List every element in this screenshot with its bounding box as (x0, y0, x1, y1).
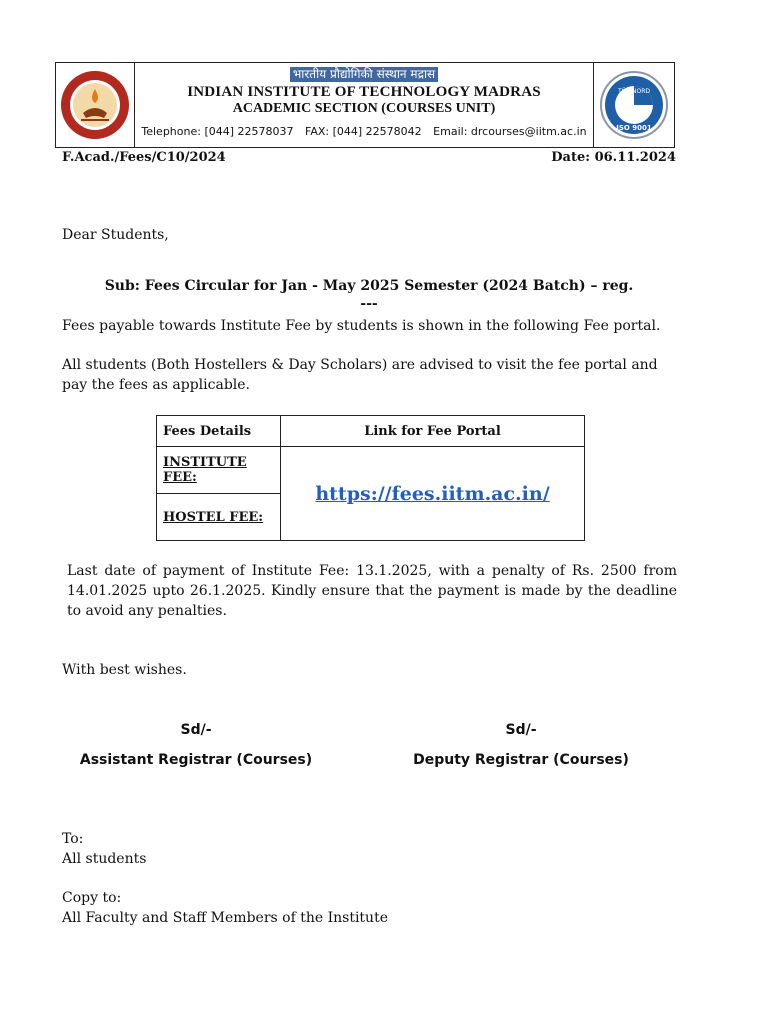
intro-paragraph: Fees payable towards Institute Fee by students is shown in the following Fee portal. (62, 318, 661, 334)
left-sd: Sd/- (180, 722, 212, 738)
assistant-registrar-signature (62, 722, 330, 768)
to-block (62, 829, 676, 869)
col-fee-portal: Link for Fee Portal (281, 416, 585, 447)
letterhead (55, 62, 675, 148)
copy-block (62, 888, 676, 928)
to-value: All students (62, 851, 147, 867)
hostel-fee-label: HOSTEL FEE: (157, 494, 281, 541)
fees-table (156, 415, 585, 541)
to-label: To: (62, 831, 84, 847)
reference-number: F.Acad./Fees/C10/2024 (62, 150, 226, 165)
table-row (157, 447, 585, 494)
closing: With best wishes. (62, 662, 187, 678)
institute-fee-label: INSTITUTE FEE: (157, 447, 281, 494)
iso-logo-bottom-text: ISO 9001 (616, 124, 652, 132)
subject-separator: --- (360, 296, 378, 312)
right-sd: Sd/- (505, 722, 537, 738)
col-fees-details: Fees Details (157, 416, 281, 447)
copy-label: Copy to: (62, 890, 122, 906)
fee-portal-link[interactable]: https://fees.iitm.ac.in/ (315, 482, 550, 505)
advice-paragraph: All students (Both Hostellers & Day Scholars) are advised to visit the fee portal and pay the fees as applicable. (62, 357, 658, 393)
salutation: Dear Students, (62, 227, 169, 243)
subject-line: Sub: Fees Circular for Jan - May 2025 Semester (2024 Batch) – reg. (104, 278, 634, 294)
logo-cell (56, 63, 135, 147)
section-name: ACADEMIC SECTION (COURSES UNIT) (232, 101, 496, 116)
fee-portal-cell (281, 447, 585, 541)
reference-line (62, 150, 676, 165)
assistant-registrar-title: Assistant Registrar (Courses) (79, 752, 313, 768)
fax: FAX: [044] 22578042 (305, 125, 422, 138)
copy-value: All Faculty and Staff Members of the Institute (62, 910, 388, 926)
email[interactable]: Email: drcourses@iitm.ac.in (433, 125, 587, 138)
letterhead-text (135, 63, 593, 147)
iso-certification-logo-icon (599, 70, 669, 140)
subject-block (62, 277, 676, 313)
contact-line (135, 125, 593, 138)
iso-logo-top-text: TÜV NORD (617, 88, 651, 95)
deputy-registrar-signature (404, 722, 638, 768)
institute-name: INDIAN INSTITUTE OF TECHNOLOGY MADRAS (187, 84, 541, 100)
iit-madras-logo-icon (59, 69, 131, 141)
table-header-row (157, 416, 585, 447)
deputy-registrar-title: Deputy Registrar (Courses) (413, 752, 629, 768)
hindi-institute-name: भारतीय प्रौद्योगिकी संस्थान मद्रास (290, 67, 438, 82)
circular-date: Date: 06.11.2024 (551, 150, 676, 165)
deadline-paragraph: Last date of payment of Institute Fee: 13.1.2025, with a penalty of Rs. 2500 from 14.01.2025 upto 26.1.2025. Kindly ensure that the payment is made by the deadline to avoid any penalties. (67, 563, 677, 619)
iso-cell (593, 63, 674, 147)
telephone: Telephone: [044] 22578037 (141, 125, 294, 138)
